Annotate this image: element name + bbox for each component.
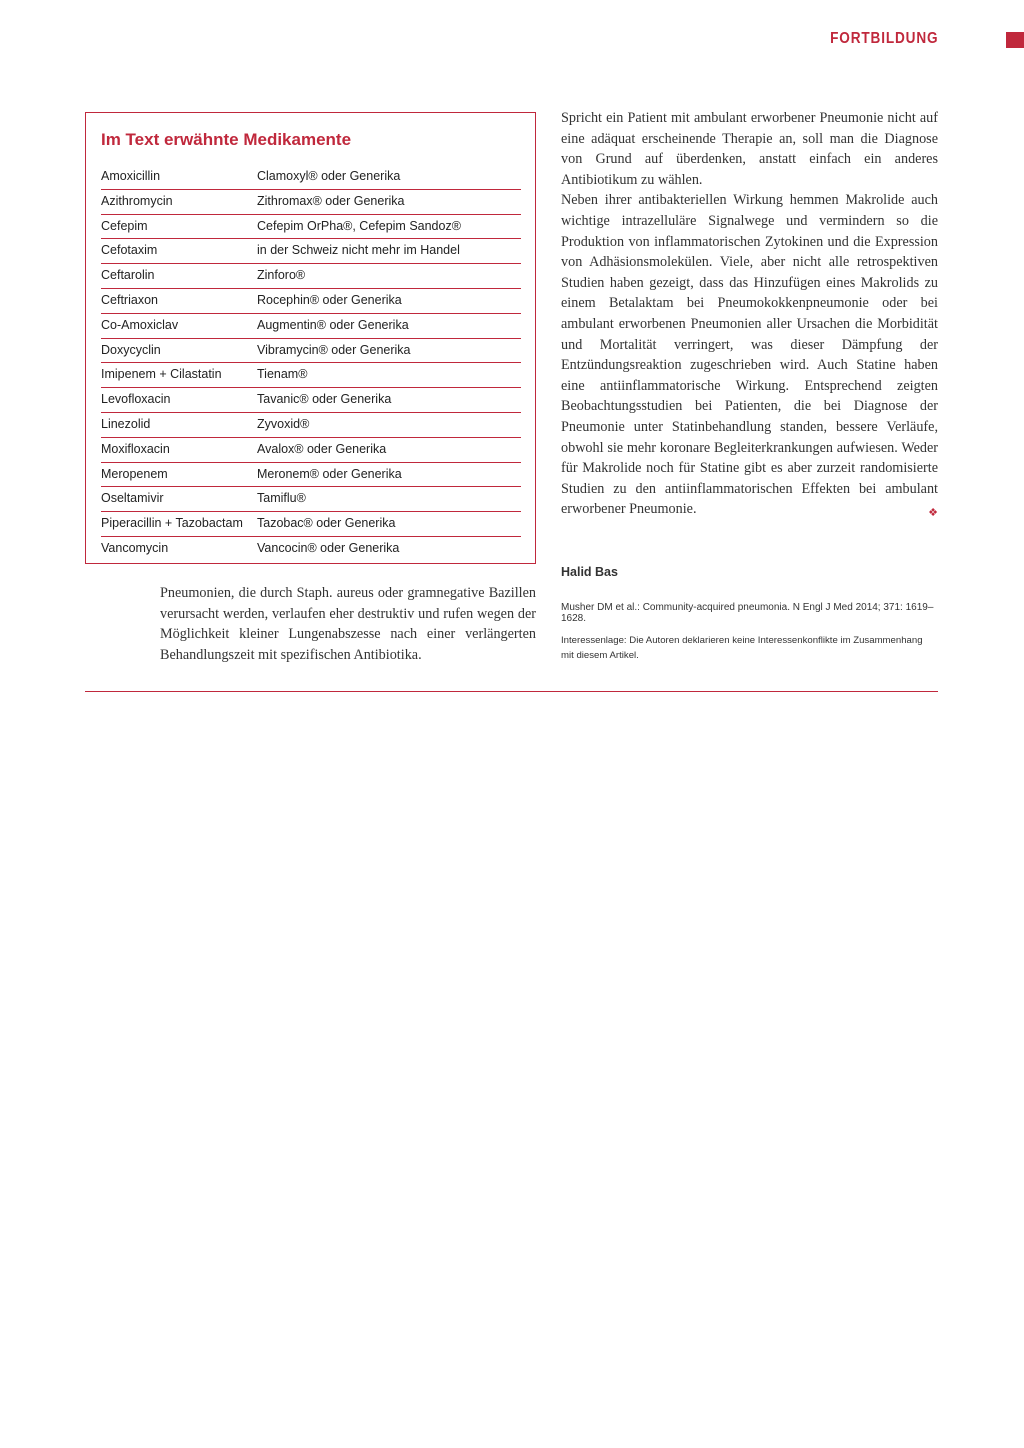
brand-name: Rocephin® oder Generika [257,292,402,307]
drug-name: Oseltamivir [101,491,164,506]
table-row [101,438,521,463]
left-column-paragraph: Pneumonien, die durch Staph. aureus oder gramnegative Bazillen verursacht werden, verlaufen eher destruktiv und rufen wegen der Möglichkeit kleiner Lungenabszesse nach einer verlängerten Behandlungszeit mit spezifischen Antibiotika. [160,585,536,663]
table-row [101,264,521,289]
table-row [101,339,521,364]
brand-name: Clamoxyl® oder Generika [257,169,401,183]
section-label: FORTBILDUNG [829,30,938,47]
drug-name: Ceftriaxon [101,292,158,307]
drug-name: Cefotaxim [101,243,158,258]
table-row [101,388,521,413]
brand-name: Tamiflu® [257,491,306,506]
drug-name: Levofloxacin [101,392,171,407]
paragraph-2 [561,190,938,520]
drug-name: Doxycyclin [101,342,161,357]
paragraph-1: Spricht ein Patient mit ambulant erworbener Pneumonie nicht auf eine adäquat erscheinende Therapie an, soll man die Diagnose von Grund auf überdenken, anstatt einfach ein anderes Antibiotikum zu wählen. [561,110,938,188]
table-row [101,413,521,438]
table-row [101,463,521,488]
table-row [101,512,521,537]
medication-box-title: Im Text erwähnte Medikamente [101,130,352,149]
brand-name: Zyvoxid® [257,416,310,431]
brand-name: Avalox® oder Generika [257,441,387,456]
drug-name: Imipenem + Cilastatin [101,367,222,382]
table-row [101,363,521,388]
brand-name: Tazobac® oder Generika [257,516,396,531]
paragraph-2-text: Neben ihrer antibakteriellen Wirkung hemmen Makrolide auch wichtige intrazelluläre Signalwege und vermindern so die Produktion von inflammatorischen Zytokinen und die Expression von Adhäsionsmolekülen. Viele, aber nicht alle retrospektiven Studien haben gezeigt, dass das Hinzufügen eines Makrolids zu einem Betalaktam bei Pneumokokkenpneumonie oder bei ambulant erworbenen Pneumonien aller Ursachen die Morbidität und Mortalität verringert, was dieser Dämpfung der Entzündungsreaktion zugeschrieben wird. Auch Statine haben eine antiinflammatorische Wirkung. Entsprechend zeigten Beobachtungsstudien bei Patienten, die bei Diagnose der Pneumonie unter Statinbehandlung standen, bessere Verläufe, obwohl sie mehr koronare Begleiterkrankungen aufwiesen. Weder für Makrolide noch für Statine gibt es aber zurzeit randomisierte Studien zu den antiinflammatorischen Effekten bei ambulant erworbener Pneumonie. [561,192,938,518]
brand-name: Meronem® oder Generika [257,466,402,481]
end-of-article-icon: ❖ [928,507,938,520]
table-row [101,487,521,512]
brand-name: Tavanic® oder Generika [257,392,392,407]
brand-name: Zithromax® oder Generika [257,193,405,208]
bottom-divider [85,691,938,692]
brand-name: in der Schweiz nicht mehr im Handel [257,243,460,258]
table-row [101,289,521,314]
drug-name: Co-Amoxiclav [101,317,179,332]
brand-name: Vibramycin® oder Generika [257,342,411,357]
drug-name: Vancomycin [101,540,169,555]
reference: Musher DM et al.: Community-acquired pneumonia. N Engl J Med 2014; 371: 1619–1628. [561,602,934,624]
table-row [101,190,521,215]
brand-name: Vancocin® oder Generika [257,540,400,555]
medication-table [101,165,521,561]
drug-name: Linezolid [101,416,151,431]
brand-name: Cefepim OrPha®, Cefepim Sandoz® [257,218,461,233]
brand-name: Zinforo® [257,268,306,283]
conflict-of-interest-note: Interessenlage: Die Autoren deklarieren keine Interessenkonflikte im Zusammenhang mit diesem Artikel. [561,635,923,661]
author-name: Halid Bas [561,565,618,579]
table-row [101,239,521,264]
drug-name: Ceftarolin [101,268,155,283]
table-row [101,165,521,190]
brand-name: Tienam® [257,367,308,382]
drug-name: Meropenem [101,466,168,481]
medication-box [85,112,536,564]
drug-name: Piperacillin + Tazobactam [101,516,243,531]
section-marker [1006,32,1024,48]
table-row [101,314,521,339]
table-row [101,215,521,240]
drug-name: Amoxicillin [101,169,161,183]
brand-name: Augmentin® oder Generika [257,317,409,332]
drug-name: Moxifloxacin [101,441,170,456]
table-row [101,537,521,561]
drug-name: Azithromycin [101,193,173,208]
right-column [561,108,938,524]
drug-name: Cefepim [101,218,148,233]
